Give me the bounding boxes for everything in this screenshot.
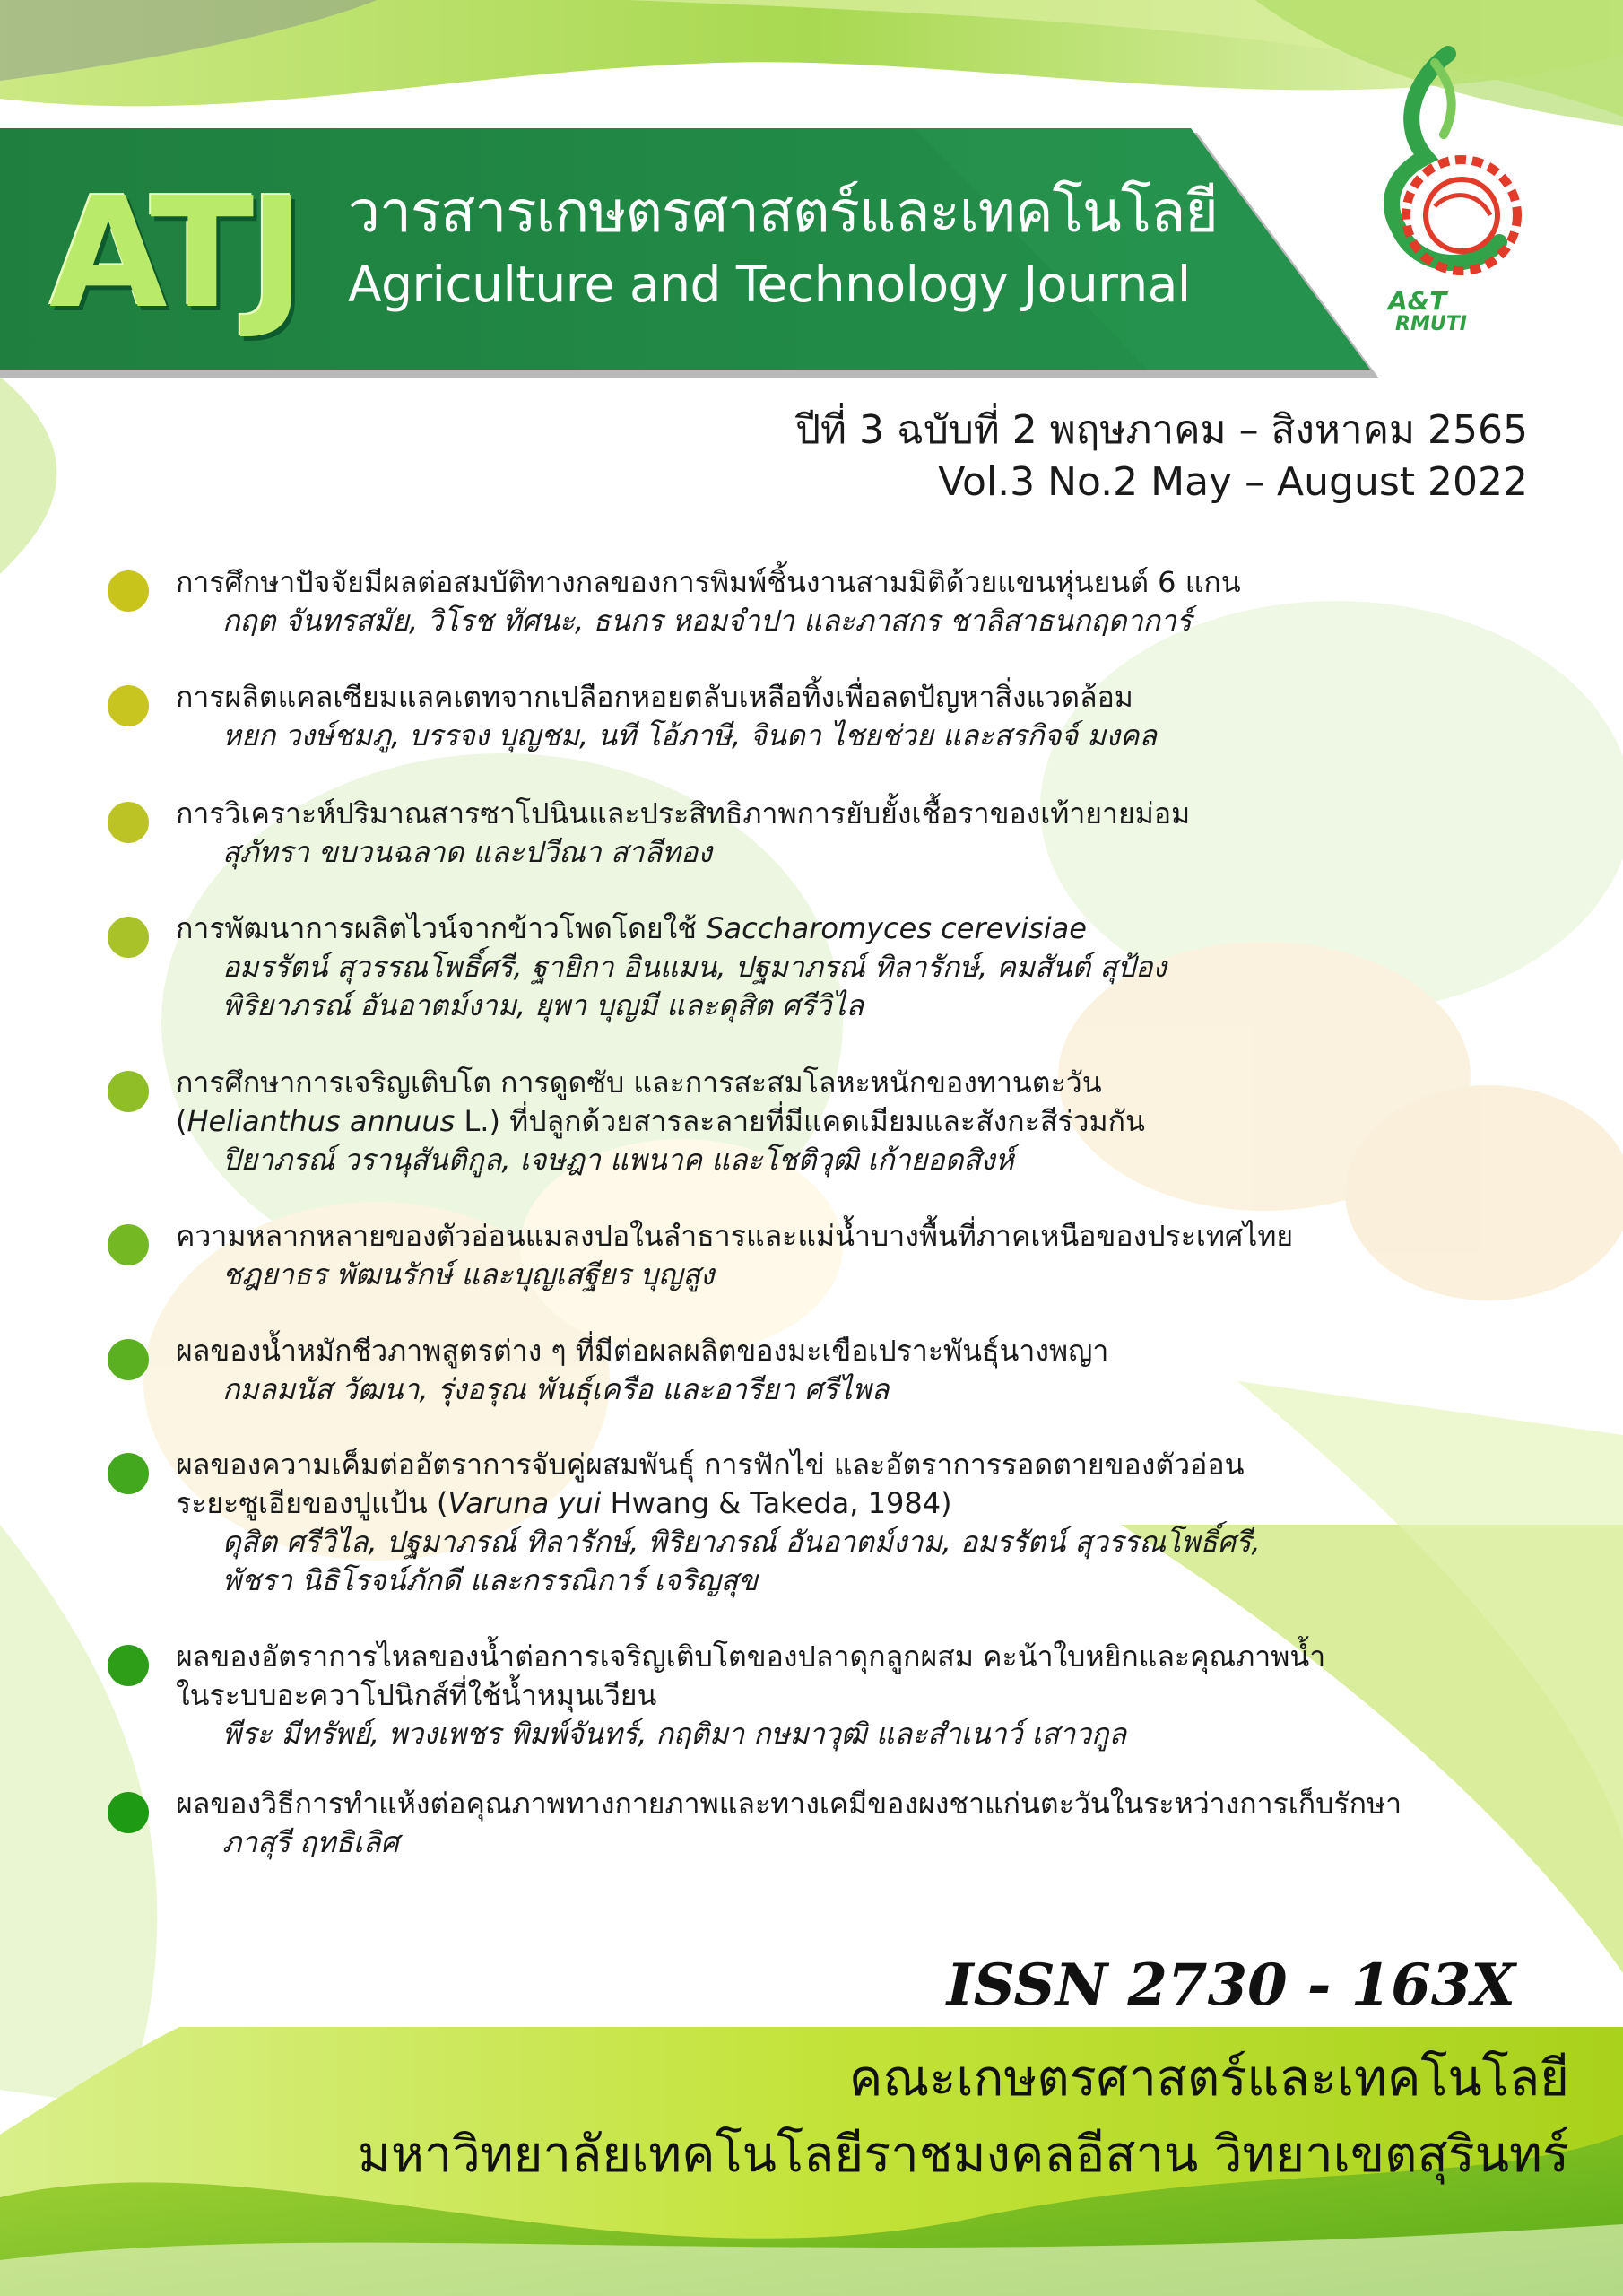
publisher-faculty: คณะเกษตรศาสตร์และเทคโนโลยี [848,2049,1569,2108]
bullet-dot [108,1071,149,1112]
publisher-university: มหาวิทยาลัยเทคโนโลยีราชมงคลอีสาน วิทยาเขตสุรินทร์ [358,2126,1569,2184]
issn-number: ISSN 2730 - 163X [946,1952,1515,2019]
bullet-dot [108,917,149,958]
article-title: การศึกษาการเจริญเติบโต การดูดซับ และการสะสมโลหะหนักของทานตะวัน [176,1065,1102,1100]
title-text: ระยะซูเอียของปูแป้น ( [176,1486,448,1520]
species-name: Saccharomyces cerevisiae [706,911,1087,945]
article-title: ผลของน้ำหมักชีวภาพสูตรต่าง ๆ ที่มีต่อผลผลิตของมะเขือเปราะพันธุ์นางพญา [176,1334,1109,1368]
article-entry [126,678,1453,755]
article-title: การวิเคราะห์ปริมาณสารซาโปนินและประสิทธิภาพการยับยั้งเชื้อราของเท้ายายม่อม [176,796,1191,831]
article-authors: พิริยาภรณ์ อันอาตม์งาม, ยุพา บุญมี และดุสิต ศรีวิไล [222,988,864,1022]
bullet-dot [108,1453,149,1494]
article-title: ผลของวิธีการทำแห้งต่อคุณภาพทางกายภาพและทางเคมีของผงชาแก่นตะวันในระหว่างการเก็บรักษา [176,1787,1402,1821]
article-authors: ดุสิต ศรีวิไล, ปฐมาภรณ์ ทิลารักษ์, พิริยาภรณ์ อันอาตม์งาม, อมรรัตน์ สุวรรณโพธิ์ศรี, [222,1525,1261,1559]
bullet-dot [108,1224,149,1265]
title-text: L.) ที่ปลูกด้วยสารละลายที่มีแคดเมียมและสังกะสีร่วมกัน [455,1104,1145,1138]
issue-info-thai: ปีที่ 3 ฉบับที่ 2 พฤษภาคม – สิงหาคม 2565 [795,407,1528,453]
species-name: Varuna yui [447,1486,602,1520]
issue-info-english: Vol.3 No.2 May – August 2022 [938,459,1528,505]
bullet-dot [108,685,149,726]
emblem-label: A&T [1388,286,1447,316]
article-entry [126,1064,1453,1179]
bullet-dot [108,1645,149,1686]
journal-title-thai: วารสารเกษตรศาสตร์และเทคโนโลยี [348,179,1218,246]
article-authors: ชฎยาธร พัฒนรักษ์ และบุญเสฐียร บุญสูง [222,1257,715,1292]
article-title: ผลของความเค็มต่ออัตราการจับคู่ผสมพันธุ์ การฟักไข่ และอัตราการรอดตายของตัวอ่อน [176,1448,1245,1482]
article-authors: ปิยาภรณ์ วรานุสันติกูล, เจษฎา แพนาค และโชติวุฒิ เก้ายอดสิงห์ [222,1143,1014,1177]
article-authors: สุภัทรา ขบวนฉลาด และปวีณา สาลีทอง [222,835,712,869]
title-text: Hwang & Takeda, 1984) [601,1486,952,1520]
article-title: การศึกษาปัจจัยมีผลต่อสมบัติทางกลของการพิมพ์ชิ้นงานสามมิติด้วยแขนหุ่นยนต์ 6 แกน [176,565,1241,599]
title-text: ( [176,1104,187,1138]
journal-logo-atj: ATJ [49,165,300,343]
article-title-line2: ในระบบอะควาโปนิกส์ที่ใช้น้ำหมุนเวียน [176,1678,657,1712]
bullet-dot [108,570,149,612]
article-entry [126,909,1453,1025]
article-title-line2 [176,1102,1453,1141]
bullet-dot [108,1339,149,1380]
article-entry [126,1332,1453,1409]
article-entry [126,1638,1453,1753]
bullet-dot [108,1792,149,1833]
article-title: ผลของอัตราการไหลของน้ำต่อการเจริญเติบโตของปลาดุกลูกผสม คะน้าใบหยิกและคุณภาพน้ำ [176,1639,1326,1674]
article-authors: พัชรา นิธิโรจน์ภักดี และกรรณิการ์ เจริญสุข [222,1563,759,1597]
species-name: Helianthus annuus [187,1104,456,1138]
article-title: การผลิตแคลเซียมแลคเตทจากเปลือกหอยตลับเหลือทิ้งเพื่อลดปัญหาสิ่งแวดล้อม [176,680,1133,714]
article-authors: กฤต จันทรสมัย, วิโรช ทัศนะ, ธนกร หอมจำปา และภาสกร ชาลิสาธนกฤดาการ์ [222,604,1193,638]
article-authors: พีระ มีทรัพย์, พวงเพชร พิมพ์จันทร์, กฤติมา กษมาวุฒิ และสำเนาว์ เสาวกูล [222,1717,1127,1751]
bullet-dot [108,802,149,843]
article-title [176,909,1453,948]
article-entry [126,1785,1453,1862]
article-authors: กมลมนัส วัฒนา, รุ่งอรุณ พันธุ์เครือ และอารียา ศรีไพล [222,1372,890,1406]
article-authors: อมรรัตน์ สุวรรณโพธิ์ศรี, ฐายิกา อินแมน, ปฐมาภรณ์ ทิลารักษ์, คมสันต์ สุป้อง [222,950,1167,984]
article-entry [126,795,1453,872]
article-title-line2 [176,1484,1453,1523]
article-entry [126,563,1453,640]
article-authors: ภาสุรี ฤทธิเลิศ [222,1825,399,1859]
article-authors: หยก วงษ์ชมภู, บรรจง บุญชม, นที โอ้ภาษี, จินดา ไชยช่วย และสรกิจจ์ มงคล [222,718,1157,752]
title-text: การพัฒนาการผลิตไวน์จากข้าวโพดโดยใช้ [176,911,707,945]
article-entry [126,1446,1453,1600]
emblem-sublabel: RMUTI [1395,313,1467,335]
article-entry [126,1217,1453,1294]
article-title: ความหลากหลายของตัวอ่อนแมลงปอในลำธารและแม่น้ำบางพื้นที่ภาคเหนือของประเทศไทย [176,1219,1294,1253]
journal-title-english: Agriculture and Technology Journal [348,256,1191,313]
